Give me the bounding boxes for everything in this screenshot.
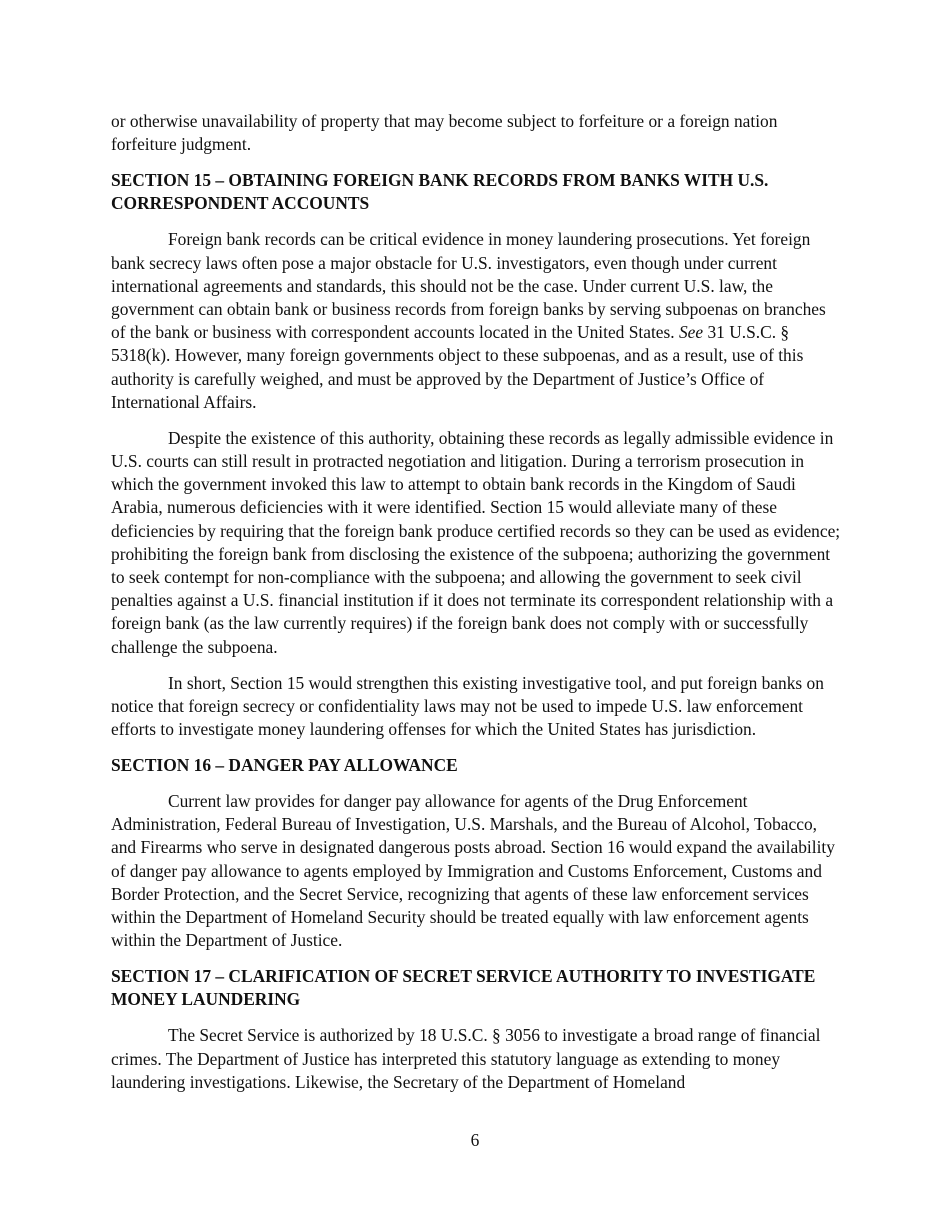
section-15-p1-text-a: Foreign bank records can be critical evidence in money laundering prosecutions. Yet foreign bank secrecy laws often pose a major obstacle for U.S. investigators, even though under current international agreements and standards, this should not be the case. Under current U.S. law, the government can obtain bank or business records from foreign banks by serving subpoenas on branches of the bank or business with correspondent accounts located in the United States. bbox=[111, 229, 826, 343]
page-number: 6 bbox=[470, 1130, 480, 1150]
section-15-paragraph-2: Despite the existence of this authority, obtaining these records as legally admissible evidence in U.S. courts can still result in protracted negotiation and litigation. During a terrorism prosecution in which the government invoked this law to attempt to obtain bank records in the Kingdom of Saudi Arabia, numerous deficiencies with it were identified. Section 15 would alleviate many of these deficiencies by requiring that the foreign bank produce certified records so they can be used as evidence; prohibiting the foreign bank from disclosing the existence of the subpoena; authorizing the government to seek contempt for non-compliance with the subpoena; and allowing the government to seek civil penalties against a U.S. financial institution if it does not terminate its correspondent relationship with a foreign bank (as the law currently requires) if the foreign bank does not comply with or successfully challenge the subpoena. bbox=[111, 427, 841, 657]
section-15-paragraph-1 bbox=[111, 228, 841, 414]
see-citation-signal: See bbox=[678, 322, 704, 343]
section-17-heading: SECTION 17 – CLARIFICATION OF SECRET SERVICE AUTHORITY TO INVESTIGATE MONEY LAUNDERING bbox=[111, 966, 816, 1010]
section-17-paragraph-1: The Secret Service is authorized by 18 U.S.C. § 3056 to investigate a broad range of financial crimes. The Department of Justice has interpreted this statutory language as extending to money laundering investigations. Likewise, the Secretary of the Department of Homeland bbox=[111, 1025, 821, 1092]
section-16-heading: SECTION 16 – DANGER PAY ALLOWANCE bbox=[111, 755, 458, 776]
section-16-paragraph-1: Current law provides for danger pay allowance for agents of the Drug Enforcement Administration, Federal Bureau of Investigation, U.S. Marshals, and the Bureau of Alcohol, Tobacco, and Firearms who serve in designated dangerous posts abroad. Section 16 would expand the availability of danger pay allowance to agents employed by Immigration and Customs Enforcement, Customs and Border Protection, and the Secret Service, recognizing that agents of these law enforcement services within the Department of Homeland Security should be treated equally with law enforcement agents within the Department of Justice. bbox=[111, 791, 835, 951]
section-15-heading: SECTION 15 – OBTAINING FOREIGN BANK RECORDS FROM BANKS WITH U.S. CORRESPONDENT ACCOUNTS bbox=[111, 170, 769, 214]
section-15-paragraph-3: In short, Section 15 would strengthen this existing investigative tool, and put foreign banks on notice that foreign secrecy or confidentiality laws may not be used to impede U.S. law enforcement efforts to investigate money laundering offenses for which the United States has jurisdiction. bbox=[111, 672, 824, 740]
intro-paragraph: or otherwise unavailability of property that may become subject to forfeiture or a foreign nation forfeiture judgment. bbox=[111, 111, 778, 155]
section-15-p1-text-b: 31 U.S.C. § 5318(k). However, many foreign governments object to these subpoenas, and as a result, use of this authority is carefully weighed, and must be approved by the Department of Justice’s Office of International Affairs. bbox=[111, 322, 804, 412]
document-page bbox=[111, 110, 841, 1107]
